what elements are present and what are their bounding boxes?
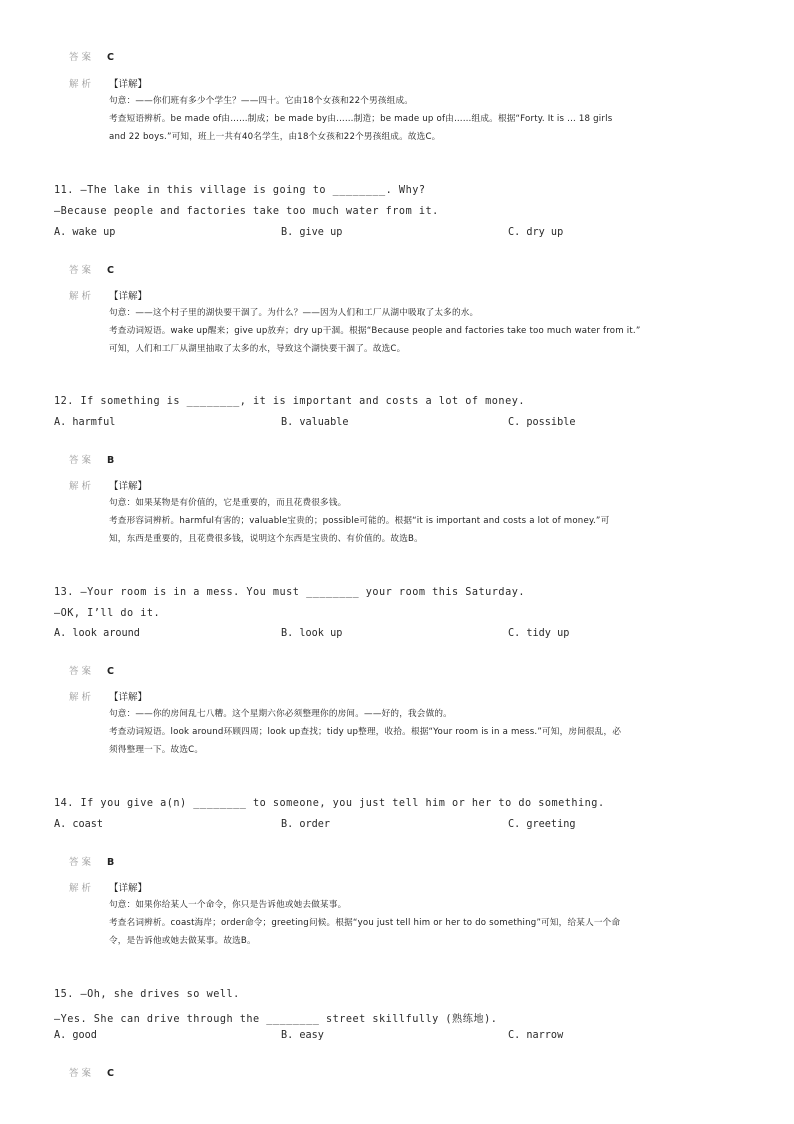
option-c: C. possible bbox=[508, 417, 576, 428]
answer-row bbox=[69, 663, 114, 677]
option-b: B. look up bbox=[281, 628, 343, 639]
option-b: B. valuable bbox=[281, 417, 349, 428]
answer-label: 答案 bbox=[69, 1068, 95, 1079]
explain-label: 解析 bbox=[69, 481, 95, 492]
answer-row bbox=[69, 262, 114, 276]
question-stem: —Yes. She can drive through the ________ street skillfully (熟练地). bbox=[54, 1014, 498, 1025]
answer-label: 答案 bbox=[69, 52, 95, 63]
explain-line: 知，东西是重要的，且花费很多钱，说明这个东西是宝贵的、有价值的。故选B。 bbox=[109, 534, 423, 544]
explain-line: 句意：——你的房间乱七八糟。这个星期六你必须整理你的房间。——好的，我会做的。 bbox=[109, 709, 452, 719]
explain-line: 考查名词辨析。coast海岸；order命令；greeting问候。根据“you just tell him or her to do something”可知，给某人一个命 bbox=[109, 918, 621, 928]
explain-line: 句意：如果你给某人一个命令，你只是告诉他或她去做某事。 bbox=[109, 900, 347, 910]
option-c: C. dry up bbox=[508, 227, 564, 238]
option-a: A. good bbox=[54, 1030, 97, 1041]
answer-value: C bbox=[107, 1068, 114, 1079]
explain-label: 解析 bbox=[69, 692, 95, 703]
explain-line: 令，是告诉他或她去做某事。故选B。 bbox=[109, 936, 256, 946]
answer-label: 答案 bbox=[69, 857, 95, 868]
option-c: C. tidy up bbox=[508, 628, 570, 639]
explain-line: 句意：——你们班有多少个学生？——四十。它由18个女孩和22个男孩组成。 bbox=[109, 96, 414, 106]
option-c: C. narrow bbox=[508, 1030, 564, 1041]
answer-value: C bbox=[107, 265, 114, 276]
option-a: A. coast bbox=[54, 819, 104, 830]
explain-line: 考查短语辨析。be made of由……制成；be made by由……制造；be made up of由……组成。根据“Forty. It is ... 18 girls bbox=[109, 114, 613, 124]
option-a: A. harmful bbox=[54, 417, 116, 428]
detail-tag: 【详解】 bbox=[109, 291, 148, 302]
answer-value: B bbox=[107, 455, 115, 466]
question-stem: 14. If you give a(n) ________ to someone, you just tell him or her to do something. bbox=[54, 798, 605, 809]
question-stem: 12. If something is ________, it is important and costs a lot of money. bbox=[54, 396, 525, 407]
answer-label: 答案 bbox=[69, 666, 95, 677]
option-b: B. easy bbox=[281, 1030, 324, 1041]
detail-tag: 【详解】 bbox=[109, 692, 148, 703]
question-stem: —Because people and factories take too much water from it. bbox=[54, 206, 439, 217]
question-stem: 15. —Oh, she drives so well. bbox=[54, 989, 240, 1000]
explain-line: 考查动词短语。wake up醒来；give up放弃；dry up干涸。根据“Because people and factories take too much water from it.” bbox=[109, 326, 641, 336]
explain-line: 句意：如果某物是有价值的，它是重要的，而且花费很多钱。 bbox=[109, 498, 347, 508]
explain-label: 解析 bbox=[69, 291, 95, 302]
explain-line: 句意：——这个村子里的湖快要干涸了。为什么？——因为人们和工厂从湖中吸取了太多的水。 bbox=[109, 308, 479, 318]
explain-line: 考查动词短语。look around环顾四周；look up查找；tidy up整理，收拾。根据“Your room is in a mess.”可知，房间很乱，必 bbox=[109, 727, 622, 737]
answer-label: 答案 bbox=[69, 455, 95, 466]
explain-line: and 22 boys.”可知，班上一共有40名学生，由18个女孩和22个男孩组成。故选C。 bbox=[109, 132, 441, 142]
answer-value: B bbox=[107, 857, 115, 868]
option-b: B. give up bbox=[281, 227, 343, 238]
explain-line: 考查形容词辨析。harmful有害的；valuable宝贵的；possible可能的。根据“it is important and costs a lot of money.”可 bbox=[109, 516, 610, 526]
detail-tag: 【详解】 bbox=[109, 79, 148, 90]
option-a: A. wake up bbox=[54, 227, 116, 238]
explain-line: 须得整理一下。故选C。 bbox=[109, 745, 204, 755]
answer-row bbox=[69, 49, 114, 63]
explain-line: 可知，人们和工厂从湖里抽取了太多的水，导致这个湖快要干涸了。故选C。 bbox=[109, 344, 406, 354]
question-stem: 13. —Your room is in a mess. You must ________ your room this Saturday. bbox=[54, 587, 525, 598]
answer-row bbox=[69, 452, 114, 466]
detail-tag: 【详解】 bbox=[109, 883, 148, 894]
detail-tag: 【详解】 bbox=[109, 481, 148, 492]
answer-value: C bbox=[107, 52, 114, 63]
question-stem: 11. —The lake in this village is going to ________. Why? bbox=[54, 185, 426, 196]
option-a: A. look around bbox=[54, 628, 140, 639]
question-stem: —OK, I’ll do it. bbox=[54, 608, 161, 619]
answer-row bbox=[69, 854, 114, 868]
explain-label: 解析 bbox=[69, 79, 95, 90]
answer-row bbox=[69, 1065, 114, 1079]
option-c: C. greeting bbox=[508, 819, 576, 830]
answer-label: 答案 bbox=[69, 265, 95, 276]
answer-value: C bbox=[107, 666, 114, 677]
option-b: B. order bbox=[281, 819, 331, 830]
explain-label: 解析 bbox=[69, 883, 95, 894]
